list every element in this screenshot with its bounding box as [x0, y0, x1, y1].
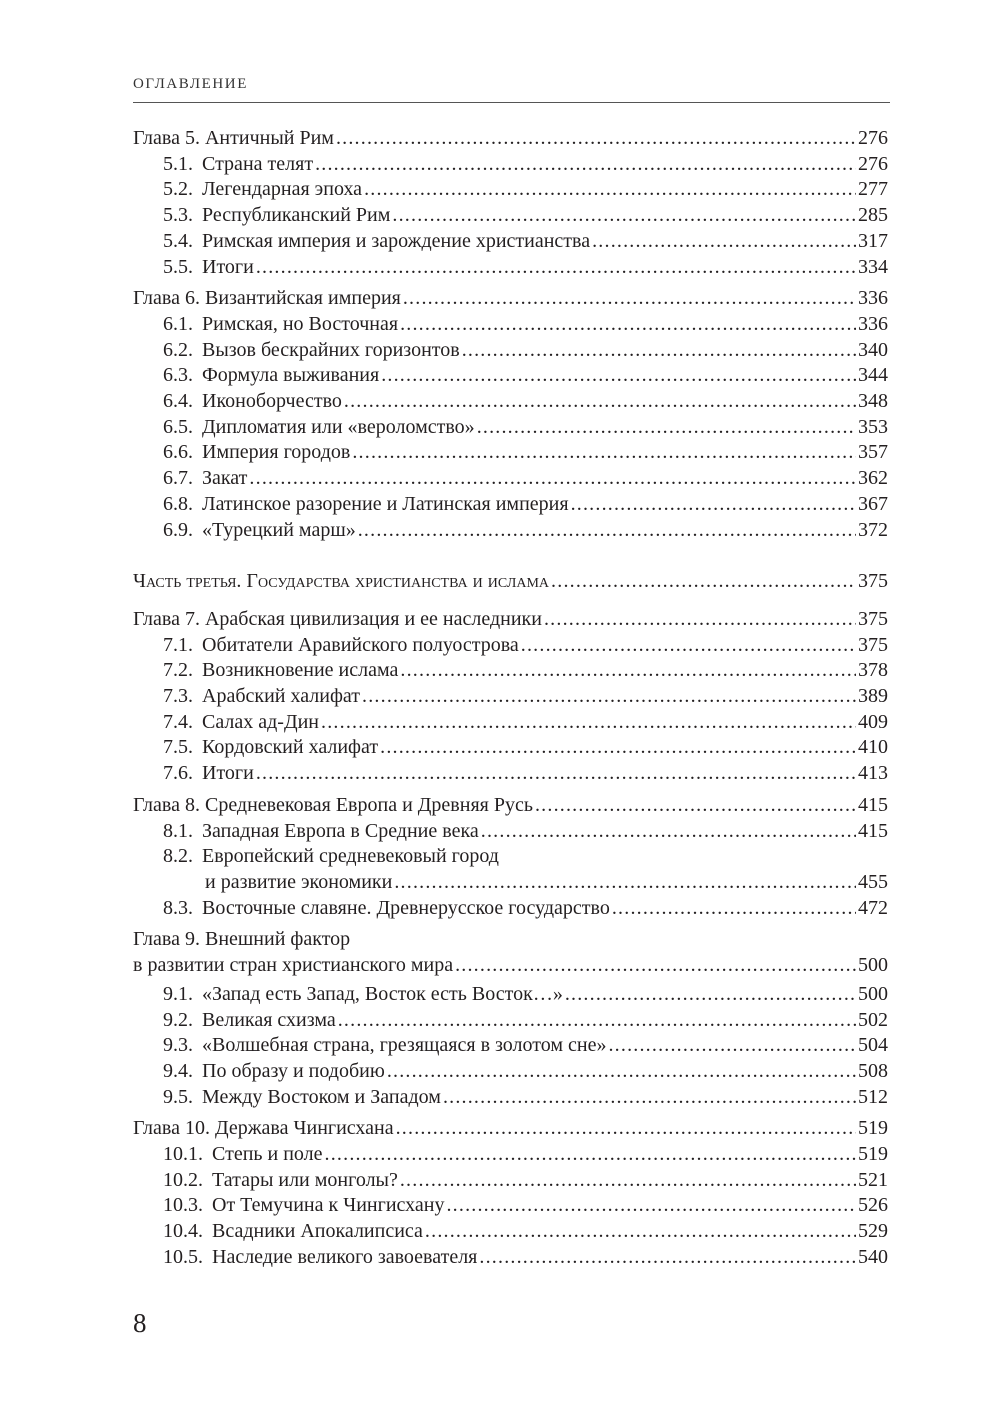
dot-leader — [551, 569, 856, 595]
dot-leader — [358, 518, 856, 544]
entry-title: Иконоборчество — [202, 390, 342, 413]
section-number: 9.1. — [163, 982, 193, 1005]
toc-section-entry[interactable] — [133, 684, 888, 710]
page-ref: 500 — [858, 954, 888, 977]
toc-chapter-entry[interactable] — [133, 286, 888, 312]
dot-leader — [425, 1219, 856, 1245]
section-number: 10.5. — [163, 1245, 203, 1268]
page-ref: 353 — [858, 415, 888, 438]
page-ref: 389 — [858, 685, 888, 708]
page-ref: 413 — [858, 762, 888, 785]
dot-leader — [381, 363, 856, 389]
toc-section-entry[interactable] — [133, 819, 888, 845]
toc-section-entry[interactable] — [133, 1085, 888, 1111]
toc-section-entry[interactable] — [133, 1168, 888, 1194]
dot-leader — [396, 1116, 856, 1142]
section-number: 6.2. — [163, 338, 193, 361]
page-ref: 409 — [858, 710, 888, 733]
toc-section-entry[interactable] — [133, 363, 888, 389]
toc-section-entry[interactable] — [133, 844, 888, 870]
section-number: 9.4. — [163, 1059, 193, 1082]
page-ref: 526 — [858, 1194, 888, 1217]
section-number: 6.3. — [163, 364, 193, 387]
dot-leader — [352, 440, 856, 466]
section-number: 6.9. — [163, 518, 193, 541]
page-ref: 367 — [858, 492, 888, 515]
page-ref: 285 — [858, 204, 888, 227]
entry-title: Империя городов — [202, 441, 351, 464]
section-number: 7.1. — [163, 633, 193, 656]
dot-leader — [571, 492, 856, 518]
dot-leader — [380, 735, 856, 761]
section-number: 7.5. — [163, 736, 193, 759]
entry-title: Латинское разорение и Латинская империя — [202, 492, 569, 515]
toc-section-entry[interactable] — [133, 633, 888, 659]
toc-chapter-entry[interactable] — [133, 607, 888, 633]
page-ref: 472 — [858, 896, 888, 919]
page-ref: 378 — [858, 659, 888, 682]
toc-section-entry[interactable] — [133, 338, 888, 364]
section-number: 5.5. — [163, 255, 193, 278]
dot-leader — [249, 466, 856, 492]
entry-title: Кордовский халифат — [202, 736, 379, 759]
toc-section-entry[interactable] — [133, 177, 888, 203]
page-ref: 336 — [858, 312, 888, 335]
dot-leader — [338, 1008, 856, 1034]
entry-title: Европейский средневековый город — [202, 845, 499, 868]
toc-section-entry[interactable] — [133, 389, 888, 415]
dot-leader — [535, 793, 856, 819]
page-ref: 336 — [858, 287, 888, 310]
dot-leader — [612, 896, 856, 922]
toc-entry-continuation[interactable] — [133, 870, 888, 896]
toc-part-entry[interactable] — [133, 569, 888, 595]
toc-section-entry[interactable] — [133, 1059, 888, 1085]
dot-leader — [592, 229, 856, 255]
entry-title: Салах ад-Дин — [202, 710, 320, 733]
dot-leader — [321, 710, 856, 736]
toc-chapter-entry[interactable] — [133, 1116, 888, 1142]
section-number: 7.4. — [163, 710, 193, 733]
dot-leader — [336, 126, 856, 152]
toc-section-entry[interactable] — [133, 1219, 888, 1245]
dot-leader — [387, 1059, 856, 1085]
page-ref: 500 — [858, 982, 888, 1005]
entry-title: Закат — [202, 467, 248, 490]
dot-leader — [481, 819, 856, 845]
section-number: 9.3. — [163, 1034, 193, 1057]
page-ref: 276 — [858, 152, 888, 175]
section-number: 5.1. — [163, 152, 193, 175]
entry-title: Глава 6. Византийская империя — [133, 287, 401, 310]
section-number: 8.3. — [163, 896, 193, 919]
page-ref: 415 — [858, 793, 888, 816]
toc-section-entry[interactable] — [133, 658, 888, 684]
entry-title: Страна телят — [202, 152, 314, 175]
page-ref: 357 — [858, 441, 888, 464]
toc-section-entry[interactable] — [133, 312, 888, 338]
header-rule — [133, 102, 890, 103]
toc-group — [133, 569, 888, 595]
dot-leader — [392, 203, 856, 229]
section-number: 10.3. — [163, 1194, 203, 1217]
section-number: 10.2. — [163, 1168, 203, 1191]
section-number: 5.3. — [163, 204, 193, 227]
page-ref: 348 — [858, 390, 888, 413]
toc-entry-continuation[interactable] — [133, 953, 888, 979]
section-number: 9.5. — [163, 1085, 193, 1108]
toc-group — [133, 1116, 888, 1270]
toc-section-entry[interactable] — [133, 152, 888, 178]
entry-title: Западная Европа в Средние века — [202, 819, 479, 842]
entry-title: «Турецкий марш» — [202, 518, 356, 541]
page-ref: 277 — [858, 178, 888, 201]
dot-leader — [544, 607, 856, 633]
dot-leader — [446, 1193, 856, 1219]
page-ref: 415 — [858, 819, 888, 842]
toc-section-entry[interactable] — [133, 203, 888, 229]
section-number: 6.7. — [163, 467, 193, 490]
dot-leader — [325, 1142, 856, 1168]
toc-section-entry[interactable] — [133, 710, 888, 736]
dot-leader — [403, 286, 856, 312]
page-ref: 372 — [858, 518, 888, 541]
dot-leader — [315, 152, 856, 178]
dot-leader — [400, 658, 856, 684]
page-ref: 521 — [858, 1168, 888, 1191]
entry-title: Формула выживания — [202, 364, 380, 387]
section-number: 10.1. — [163, 1143, 203, 1166]
entry-title: Дипломатия или «вероломство» — [202, 415, 475, 438]
page-ref: 340 — [858, 338, 888, 361]
entry-title: Степь и поле — [212, 1143, 323, 1166]
toc-section-entry[interactable] — [133, 1193, 888, 1219]
toc-section-entry[interactable] — [133, 1245, 888, 1271]
dot-leader — [462, 338, 856, 364]
page-ref: 317 — [858, 229, 888, 252]
entry-title: «Запад есть Запад, Восток есть Восток…» — [202, 982, 563, 1005]
toc-group — [133, 607, 888, 787]
toc-section-entry[interactable] — [133, 466, 888, 492]
toc-section-entry[interactable] — [133, 255, 888, 281]
entry-title: Римская, но Восточная — [202, 312, 399, 335]
page-ref: 410 — [858, 736, 888, 759]
dot-leader — [256, 761, 856, 787]
entry-title: Часть третья. Государства христианства и ислама — [133, 570, 550, 593]
page-number: 8 — [133, 1308, 147, 1338]
toc-section-entry[interactable] — [133, 518, 888, 544]
toc-section-entry[interactable] — [133, 415, 888, 441]
section-number: 6.1. — [163, 312, 193, 335]
dot-leader — [565, 982, 856, 1008]
toc-section-entry[interactable] — [133, 492, 888, 518]
page-ref: 276 — [858, 127, 888, 149]
toc-section-entry[interactable] — [133, 229, 888, 255]
dot-leader — [521, 633, 856, 659]
dot-leader — [344, 389, 856, 415]
page-ref: 519 — [858, 1117, 888, 1140]
dot-leader — [400, 312, 856, 338]
page-ref: 504 — [858, 1034, 888, 1057]
entry-title: Глава 7. Арабская цивилизация и ее наследники — [133, 607, 542, 630]
section-number: 7.6. — [163, 762, 193, 785]
toc-group — [133, 927, 888, 1110]
page-ref: 519 — [858, 1143, 888, 1166]
page-ref: 334 — [858, 255, 888, 278]
section-number: 6.8. — [163, 492, 193, 515]
toc-section-entry[interactable] — [133, 1033, 888, 1059]
page-ref: 344 — [858, 364, 888, 387]
dot-leader — [608, 1033, 856, 1059]
page-ref: 375 — [858, 570, 888, 593]
toc-group — [133, 286, 888, 543]
entry-title: Возникновение ислама — [202, 659, 399, 682]
table-of-contents — [133, 126, 888, 1271]
entry-title: Наследие великого завоевателя — [212, 1245, 478, 1268]
entry-title: Глава 10. Держава Чингисхана — [133, 1117, 394, 1140]
section-number: 10.4. — [163, 1220, 203, 1243]
entry-title: Итоги — [202, 255, 254, 278]
toc-section-entry[interactable] — [133, 1142, 888, 1168]
section-number: 5.2. — [163, 178, 193, 201]
page-ref: 540 — [858, 1245, 888, 1268]
entry-title: Великая схизма — [202, 1008, 336, 1031]
section-number: 8.1. — [163, 819, 193, 842]
entry-title: По образу и подобию — [202, 1059, 385, 1082]
toc-section-entry[interactable] — [133, 1008, 888, 1034]
section-number: 8.2. — [163, 845, 193, 868]
entry-title: Римская империя и зарождение христианства — [202, 229, 591, 252]
entry-title: Обитатели Аравийского полуострова — [202, 633, 519, 656]
entry-title: Легендарная эпоха — [202, 178, 363, 201]
toc-chapter-entry[interactable] — [133, 927, 888, 953]
section-number: 6.5. — [163, 415, 193, 438]
page-ref: 455 — [858, 870, 888, 893]
toc-chapter-entry[interactable] — [133, 793, 888, 819]
page-ref: 512 — [858, 1085, 888, 1108]
section-number: 9.2. — [163, 1008, 193, 1031]
page-ref: 508 — [858, 1059, 888, 1082]
toc-section-entry[interactable] — [133, 440, 888, 466]
dot-leader — [479, 1245, 856, 1271]
entry-title: Республиканский Рим — [202, 204, 391, 227]
entry-title: Вызов бескрайних горизонтов — [202, 338, 460, 361]
entry-title: Итоги — [202, 762, 254, 785]
dot-leader — [394, 870, 856, 896]
toc-section-entry[interactable] — [133, 982, 888, 1008]
dot-leader — [477, 415, 856, 441]
page-ref: 362 — [858, 467, 888, 490]
section-number: 7.3. — [163, 685, 193, 708]
dot-leader — [400, 1168, 856, 1194]
toc-chapter-entry[interactable] — [133, 126, 888, 152]
dot-leader — [256, 255, 856, 281]
entry-title: От Темучина к Чингисхану — [212, 1194, 445, 1217]
page-ref: 375 — [858, 633, 888, 656]
dot-leader — [364, 177, 856, 203]
dot-leader — [362, 684, 856, 710]
entry-title: Глава 5. Античный Рим — [133, 127, 334, 149]
page-ref: 529 — [858, 1220, 888, 1243]
entry-title: Татары или монголы? — [212, 1168, 398, 1191]
entry-title: Глава 8. Средневековая Европа и Древняя Русь — [133, 793, 533, 816]
entry-title: «Волшебная страна, грезящаяся в золотом сне» — [202, 1034, 607, 1057]
entry-title: Между Востоком и Западом — [202, 1085, 441, 1108]
page-ref: 502 — [858, 1008, 888, 1031]
entry-title: Всадники Апокалипсиса — [212, 1220, 423, 1243]
entry-title: Арабский халифат — [202, 685, 361, 708]
section-number: 6.4. — [163, 390, 193, 413]
running-head: ОГЛАВЛЕНИЕ — [133, 76, 248, 92]
toc-group — [133, 126, 888, 280]
toc-section-entry[interactable] — [133, 761, 888, 787]
entry-title-continuation: и развитие экономики — [205, 870, 393, 893]
section-number: 5.4. — [163, 229, 193, 252]
section-number: 7.2. — [163, 659, 193, 682]
toc-section-entry[interactable] — [133, 896, 888, 922]
dot-leader — [455, 953, 856, 979]
toc-group — [133, 793, 888, 922]
entry-title: Глава 9. Внешний фактор — [133, 928, 351, 951]
dot-leader — [443, 1085, 856, 1111]
section-number: 6.6. — [163, 441, 193, 464]
entry-title-continuation: в развитии стран христианского мира — [133, 954, 454, 977]
page-ref: 375 — [858, 607, 888, 630]
toc-section-entry[interactable] — [133, 735, 888, 761]
entry-title: Восточные славяне. Древнерусское государство — [202, 896, 610, 919]
